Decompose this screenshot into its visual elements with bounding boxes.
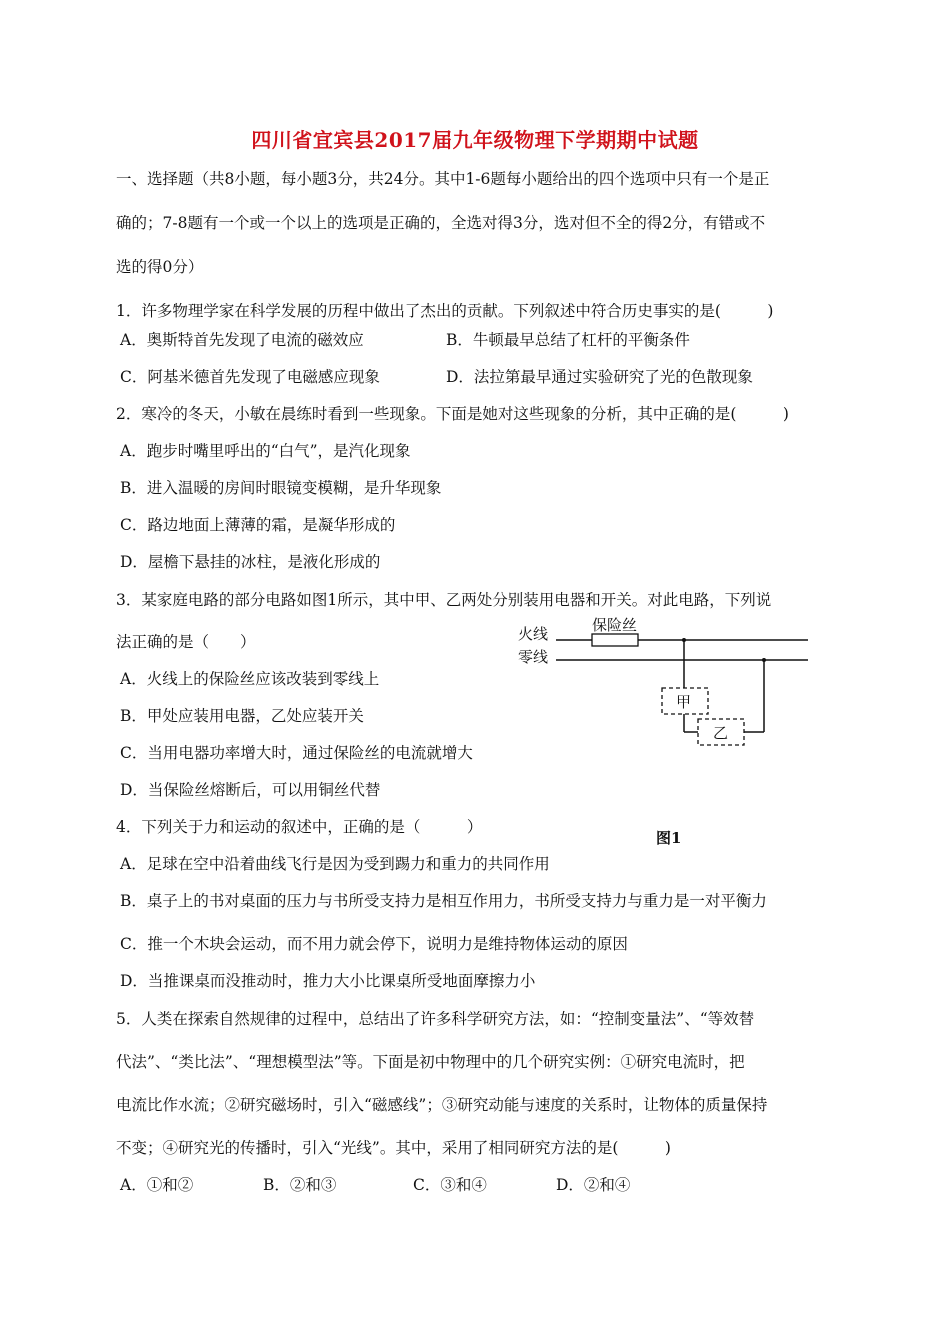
question-3-stem-line-2: 法正确的是（ ） — [116, 633, 256, 651]
question-1-option-c: C．阿基米德首先发现了电磁感应现象 — [120, 368, 380, 386]
figure-1-caption: 图1 — [656, 829, 682, 847]
box-jia-label: 甲 — [676, 693, 692, 711]
question-4-option-c: C．推一个木块会运动，而不用力就会停下，说明力是维持物体运动的原因 — [120, 935, 628, 953]
question-2-option-c: C．路边地面上薄薄的霜，是凝华形成的 — [120, 516, 396, 534]
neutral-wire-label: 零线 — [518, 648, 549, 666]
question-5-stem-line-2: 代法”、“类比法”、“理想模型法”等。下面是初中物理中的几个研究实例：①研究电流时，把 — [116, 1053, 745, 1071]
question-5-stem-line-3: 电流比作水流；②研究磁场时，引入“磁感线”；③研究动能与速度的关系时，让物体的质量保持 — [116, 1096, 768, 1114]
question-5-option-b: B．②和③ — [263, 1176, 337, 1194]
question-5-option-a: A．①和② — [120, 1176, 194, 1194]
question-5-option-c: C．③和④ — [413, 1176, 487, 1194]
question-1-stem: 1．许多物理学家在科学发展的历程中做出了杰出的贡献。下列叙述中符合历史事实的是( ) — [116, 302, 774, 320]
question-4-option-d: D．当推课桌而没推动时，推力大小比课桌所受地面摩擦力小 — [120, 972, 536, 990]
question-5-option-d: D．②和④ — [556, 1176, 631, 1194]
fuse-label: 保险丝 — [592, 616, 638, 634]
question-3-option-d: D．当保险丝熔断后，可以用铜丝代替 — [120, 781, 381, 799]
question-2-option-d: D．屋檐下悬挂的冰柱，是液化形成的 — [120, 553, 381, 571]
question-4-stem: 4．下列关于力和运动的叙述中，正确的是（ ） — [116, 818, 483, 836]
question-1-option-b: B．牛顿最早总结了杠杆的平衡条件 — [446, 331, 690, 349]
fuse-element — [592, 634, 638, 646]
question-2-option-b: B．进入温暖的房间时眼镜变模糊，是升华现象 — [120, 479, 442, 497]
question-2-stem: 2．寒冷的冬天，小敏在晨练时看到一些现象。下面是她对这些现象的分析，其中正确的是( ) — [116, 405, 789, 423]
question-3-option-b: B．甲处应装用电器，乙处应装开关 — [120, 707, 364, 725]
page-title: 四川省宜宾县2017届九年级物理下学期期中试题 — [251, 128, 699, 152]
section-instructions-line-3: 选的得0分） — [116, 258, 204, 276]
question-4-option-a: A．足球在空中沿着曲线飞行是因为受到踢力和重力的共同作用 — [120, 855, 550, 873]
question-5-stem-line-1: 5．人类在探索自然规律的过程中，总结出了许多科学研究方法，如：“控制变量法”、“等效替 — [116, 1010, 755, 1028]
question-1-option-d: D．法拉第最早通过实验研究了光的色散现象 — [446, 368, 753, 386]
question-3-option-a: A．火线上的保险丝应该改装到零线上 — [120, 670, 380, 688]
question-4-option-b: B．桌子上的书对桌面的压力与书所受支持力是相互作用力，书所受支持力与重力是一对平衡力 — [120, 892, 767, 910]
question-3-option-c: C．当用电器功率增大时，通过保险丝的电流就增大 — [120, 744, 473, 762]
section-instructions-line-1: 一、选择题（共8小题，每小题3分，共24分。其中1-6题每小题给出的四个选项中只有一个是正 — [116, 170, 770, 188]
question-5-stem-line-4: 不变；④研究光的传播时，引入“光线”。其中，采用了相同研究方法的是( ) — [116, 1139, 671, 1157]
figure-1-circuit-diagram — [512, 612, 812, 752]
question-2-option-a: A．跑步时嘴里呼出的“白气”，是汽化现象 — [120, 442, 411, 460]
question-3-stem-line-1: 3．某家庭电路的部分电路如图1所示，其中甲、乙两处分别装用电器和开关。对此电路，下列说 — [116, 591, 772, 609]
section-instructions-line-2: 确的；7-8题有一个或一个以上的选项是正确的，全选对得3分，选对但不全的得2分，有错或不 — [116, 214, 766, 232]
box-yi-label: 乙 — [713, 724, 729, 742]
question-1-option-a: A．奥斯特首先发现了电流的磁效应 — [120, 331, 364, 349]
live-wire-label: 火线 — [518, 625, 549, 643]
